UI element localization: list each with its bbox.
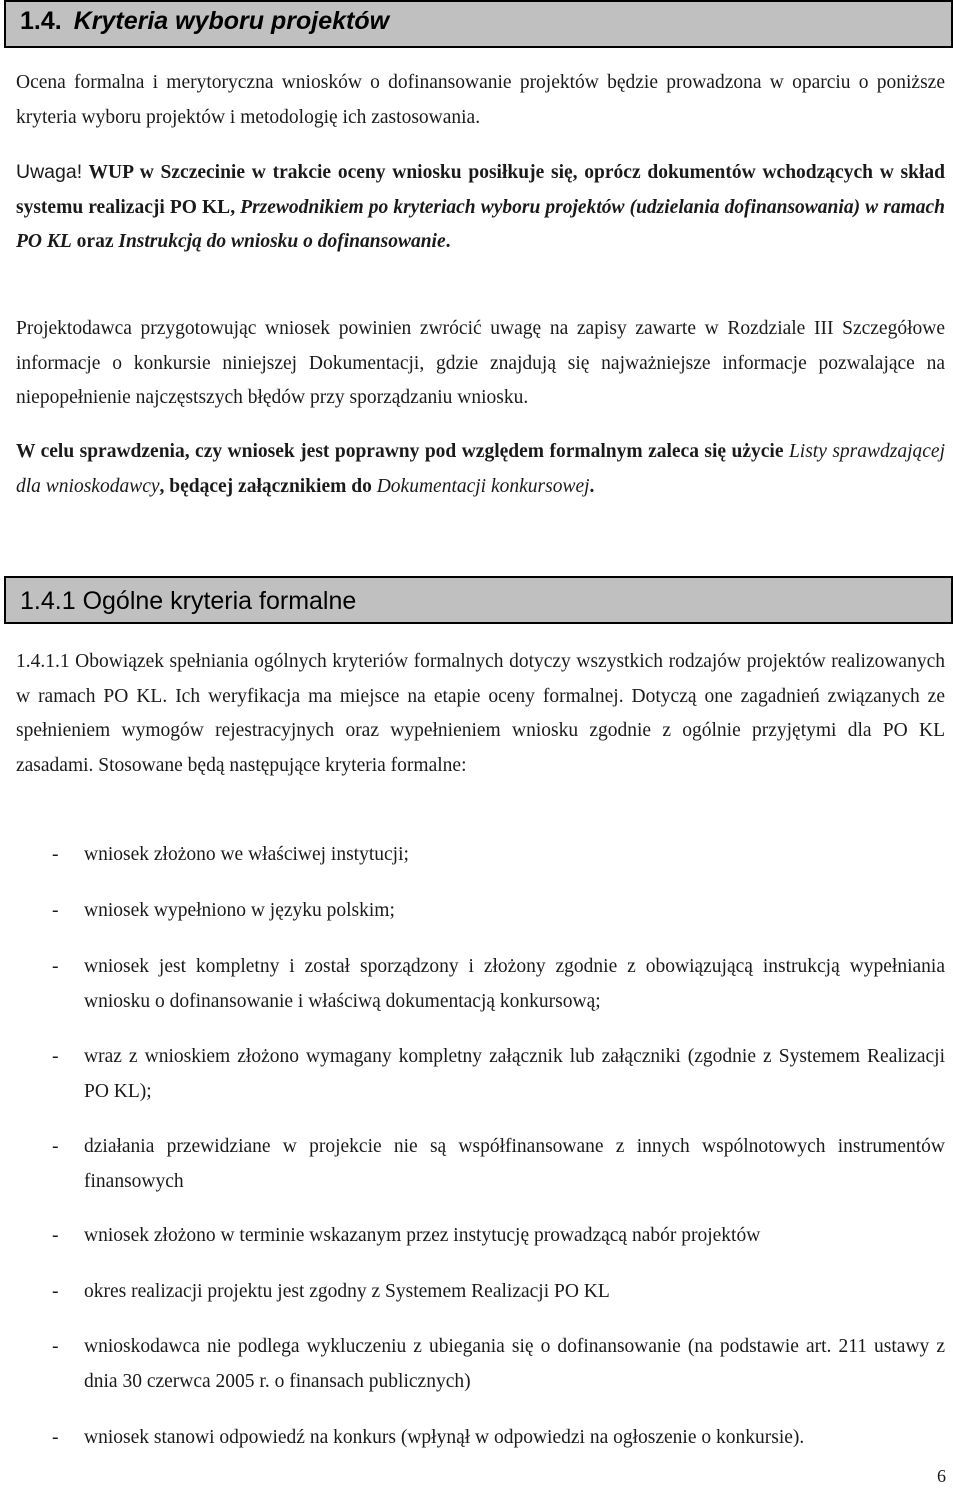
- list-dash: -: [52, 1281, 59, 1302]
- subsection-title: Ogólne kryteria formalne: [82, 587, 357, 615]
- recommendation-paragraph: [16, 435, 945, 504]
- list-dash: -: [52, 1427, 59, 1448]
- list-dash: -: [52, 900, 59, 921]
- list-item: [16, 894, 945, 929]
- note-text-2: oraz: [71, 231, 119, 252]
- recommendation-docs-title: Dokumentacji konkursowej: [376, 475, 590, 497]
- list-dash: -: [52, 1336, 59, 1357]
- note-guide-title: Przewodnikiem po kryteriach wyboru projektów (udzielania dofinansowania) w ramach PO KL: [16, 196, 945, 252]
- list-item: [16, 1219, 945, 1254]
- note-paragraph: [16, 155, 945, 260]
- list-item-text: wraz z wnioskiem złożono wymagany kompletny załącznik lub załączniki (zgodnie z Systemem Realizacji PO KL);: [84, 1046, 945, 1102]
- list-item-text: działania przewidziane w projekcie nie są współfinansowane z innych wspólnotowych instrumentów finansowych: [84, 1136, 945, 1192]
- list-dash: -: [52, 1046, 59, 1067]
- list-item: [16, 1421, 945, 1456]
- list-dash: -: [52, 844, 59, 865]
- subsection-number: 1.4.1: [20, 587, 76, 615]
- list-item-text: wniosek wypełniono w języku polskim;: [84, 900, 395, 921]
- list-dash: -: [52, 1225, 59, 1246]
- note-end: .: [445, 231, 451, 252]
- applicant-note-paragraph: Projektodawca przygotowując wniosek powinien zwrócić uwagę na zapisy zawarte w Rozdziale III Szczegółowe informacje o konkursie niniejszej Dokumentacji, gdzie znajdują się najważniejsze informacje pozwalające na niepopełnienie najczęstszych błędów przy sporządzaniu wniosku.: [16, 318, 945, 408]
- recommendation-text-2: , będącej załącznikiem do: [159, 475, 377, 497]
- recommendation-checklist-title: Listy sprawdzającej dla wnioskodawcy: [16, 441, 945, 497]
- list-item-text: wniosek złożono w terminie wskazanym przez instytucję prowadzącą nabór projektów: [84, 1225, 761, 1246]
- list-item-text: okres realizacji projektu jest zgodny z Systemem Realizacji PO KL: [84, 1281, 610, 1302]
- note-instruction-title: Instrukcją do wniosku o dofinansowanie: [118, 231, 446, 252]
- intro-paragraph: Ocena formalna i merytoryczna wniosków o dofinansowanie projektów będzie prowadzona w oparciu o poniższe kryteria wyboru projektów i metodologię ich zastosowania.: [16, 72, 945, 128]
- section-title: Kryteria wyboru projektów: [73, 7, 390, 35]
- subsection-intro-paragraph: 1.4.1.1 Obowiązek spełniania ogólnych kryteriów formalnych dotyczy wszystkich rodzajów projektów realizowanych w ramach PO KL. Ich weryfikacja ma miejsce na etapie oceny formalnej. Dotyczą one zagadnień związanych ze spełnieniem wymogów rejestracyjnych oraz wypełnieniem wniosku zgodnie z ogólnie przyjętymi dla PO KL zasadami. Stosowane będą następujące kryteria formalne:: [16, 651, 945, 776]
- list-item-text: wniosek jest kompletny i został sporządzony i złożony zgodnie z obowiązującą instrukcją wypełniania wniosku o dofinansowanie i właściwą dokumentacją konkursową;: [84, 956, 945, 1012]
- list-item-text: wniosek stanowi odpowiedź na konkurs (wpłynął w odpowiedzi na ogłoszenie o konkursie).: [84, 1427, 805, 1448]
- list-item-text: wniosek złożono we właściwej instytucji;: [84, 844, 409, 865]
- list-item: [16, 1275, 945, 1310]
- note-text-1: WUP w Szczecinie w trakcie oceny wniosku posiłkuje się, oprócz dokumentów wchodzących w skład systemu realizacji PO KL,: [16, 162, 945, 218]
- section-number: 1.4.: [20, 7, 62, 35]
- list-item: [16, 1040, 945, 1109]
- list-item: [16, 950, 945, 1019]
- list-item-text: wnioskodawca nie podlega wykluczeniu z ubiegania się o dofinansowanie (na podstawie art. 211 ustawy z dnia 30 czerwca 2005 r. o finansach publicznych): [84, 1336, 945, 1392]
- subsection-heading: [4, 576, 953, 624]
- list-item: [16, 838, 945, 873]
- page-number: 6: [937, 1466, 946, 1486]
- section-heading: [4, 0, 953, 48]
- list-dash: -: [52, 1136, 59, 1157]
- recommendation-text-1: W celu sprawdzenia, czy wniosek jest poprawny pod względem formalnym zaleca się użycie: [16, 441, 789, 462]
- list-dash: -: [52, 956, 59, 977]
- list-item: [16, 1130, 945, 1199]
- recommendation-end: .: [589, 475, 595, 497]
- list-item: [16, 1330, 945, 1399]
- note-label: Uwaga!: [16, 161, 83, 183]
